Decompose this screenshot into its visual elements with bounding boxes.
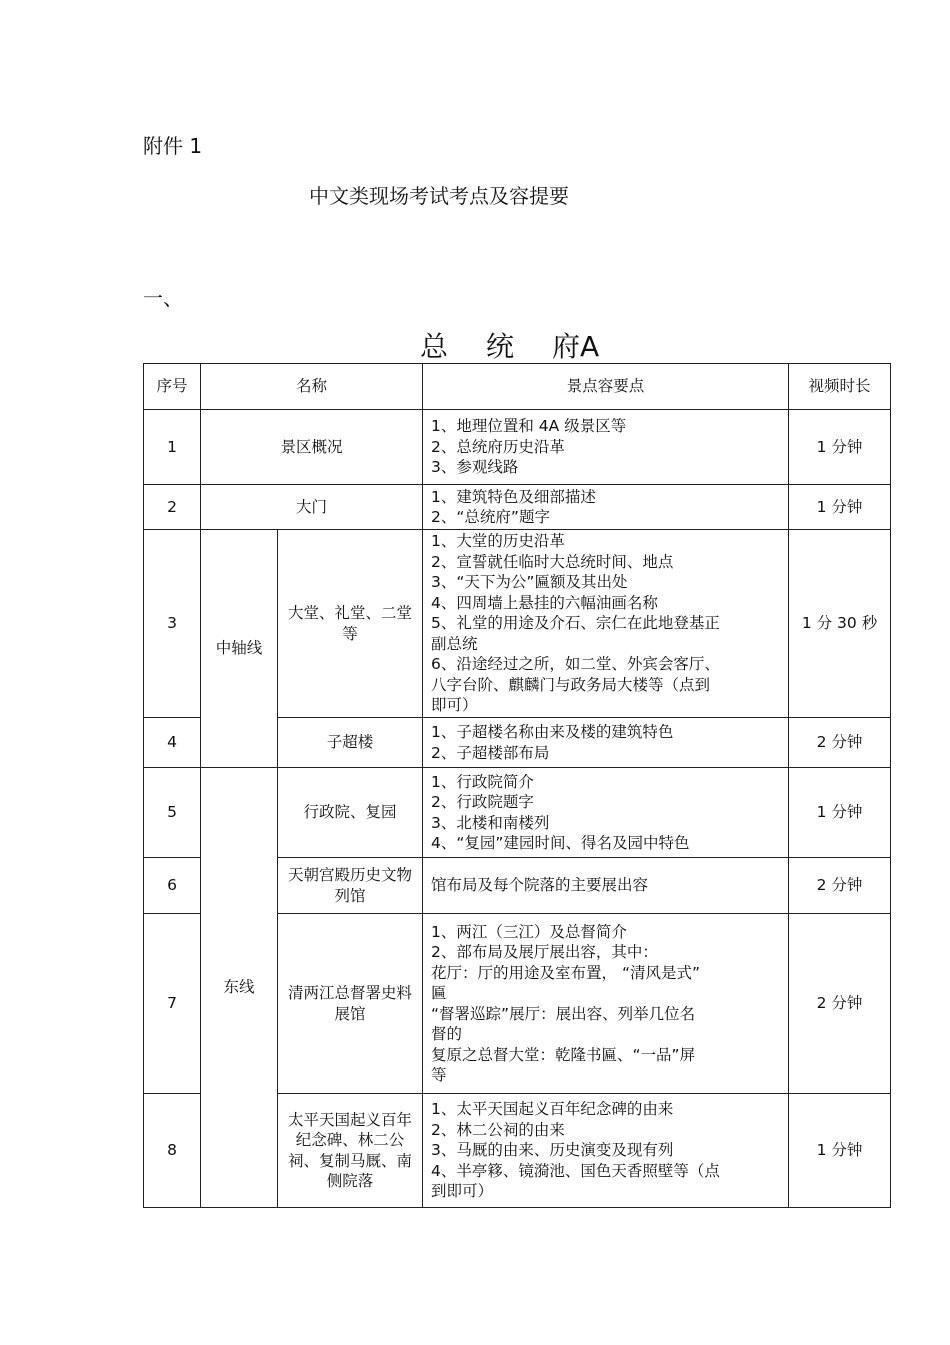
point-line: 3、马厩的由来、历史演变及现有列	[431, 1141, 674, 1160]
point-line: 1、太平天国起义百年纪念碑的由来	[431, 1100, 674, 1119]
row-name: 景区概况	[201, 410, 423, 485]
row-duration: 2 分钟	[789, 858, 891, 914]
point-line: 4、四周墙上悬挂的六幅油画名称	[431, 593, 658, 612]
column-header-duration: 视频时长	[789, 364, 891, 410]
group-central-axis: 中轴线	[201, 530, 278, 768]
group-east-line: 东线	[201, 768, 278, 1208]
point-line: 1、地理位置和 4A 级景区等	[431, 417, 627, 436]
point-line: 督的	[431, 1025, 463, 1043]
row-points	[423, 410, 789, 485]
row-number: 3	[144, 530, 201, 718]
table-title-part: 统	[486, 330, 515, 363]
row-points	[423, 768, 789, 858]
point-line: 八字台阶、麒麟门与政务局大楼等（点到	[431, 675, 711, 694]
row-number: 6	[144, 858, 201, 914]
table-title	[420, 325, 599, 365]
column-header-points: 景点容要点	[423, 364, 789, 410]
row-duration: 2 分钟	[789, 914, 891, 1094]
point-line: 1、两江（三江）及总督简介	[431, 922, 627, 941]
row-name: 天朝宫殿历史文物列馆	[278, 858, 423, 914]
point-line: 1、建筑特色及细部描述	[431, 487, 596, 506]
row-number: 5	[144, 768, 201, 858]
row-points	[423, 914, 789, 1094]
point-line: “督署巡踪”展厅：展出容、列举几位名	[431, 1004, 696, 1023]
point-line: 3、参观线路	[431, 458, 519, 477]
point-line: 4、“复园”建园时间、得名及园中特色	[431, 834, 690, 852]
row-points	[423, 530, 789, 718]
point-line: 3、北楼和南楼列	[431, 813, 550, 832]
point-line: 1、行政院简介	[431, 772, 534, 791]
point-line: 到即可）	[431, 1182, 494, 1201]
row-name: 清两江总督署史料展馆	[278, 914, 423, 1094]
point-line: 4、半亭簃、镜漪池、国色天香照壁等（点	[431, 1161, 720, 1180]
row-duration: 1 分钟	[789, 485, 891, 530]
point-line: 1、子超楼名称由来及楼的建筑特色	[431, 723, 674, 741]
table-title-part: 府A	[552, 330, 600, 363]
attachment-label: 附件 1	[143, 134, 203, 158]
row-number: 8	[144, 1094, 201, 1208]
column-header-number: 序号	[144, 364, 201, 410]
row-name: 子超楼	[278, 718, 423, 768]
point-line: 副总统	[431, 634, 478, 653]
table-title-part: 总	[420, 330, 449, 363]
point-line: 5、礼堂的用途及介石、宗仁在此地登基正	[431, 614, 720, 633]
column-header-name: 名称	[201, 364, 423, 410]
row-number: 7	[144, 914, 201, 1094]
row-name: 大门	[201, 485, 423, 530]
row-number: 1	[144, 410, 201, 485]
point-line: 馆布局及每个院落的主要展出容	[431, 876, 649, 895]
point-line: 2、“总统府”题字	[431, 508, 550, 526]
row-points	[423, 1094, 789, 1208]
point-line: 花厅：厅的用途及室布置， “清风是式”	[431, 963, 701, 982]
point-line: 2、宣誓就任临时大总统时间、地点	[431, 552, 674, 571]
row-name: 大堂、礼堂、二堂等	[278, 530, 423, 718]
row-points	[423, 485, 789, 530]
point-line: 复原之总督大堂：乾隆书匾、“一品”屏	[431, 1045, 696, 1064]
point-line: 2、林二公祠的由来	[431, 1120, 565, 1139]
section-number: 一、	[143, 286, 183, 310]
row-duration: 1 分钟	[789, 768, 891, 858]
point-line: 6、沿途经过之所，如二堂、外宾会客厅、	[431, 655, 720, 674]
row-duration: 1 分钟	[789, 410, 891, 485]
row-name: 行政院、复园	[278, 768, 423, 858]
row-number: 4	[144, 718, 201, 768]
row-number: 2	[144, 485, 201, 530]
point-line: 2、行政院题字	[431, 793, 534, 811]
point-line: 2、总统府历史沿革	[431, 437, 565, 456]
point-line: 即可）	[431, 696, 478, 715]
point-line: 1、大堂的历史沿革	[431, 532, 565, 551]
document-title: 中文类现场考试考点及容提要	[309, 184, 569, 208]
point-line: 匾	[431, 984, 447, 1002]
point-line: 2、部布局及展厅展出容，其中：	[431, 943, 658, 961]
table-row	[144, 768, 891, 858]
scenic-spots-table	[143, 363, 891, 1208]
point-line: 2、子超楼部布局	[431, 743, 550, 762]
row-duration: 2 分钟	[789, 718, 891, 768]
point-line: 等	[431, 1066, 447, 1084]
point-line: 3、“天下为公”匾额及其出处	[431, 573, 628, 592]
row-points	[423, 718, 789, 768]
row-duration: 1 分 30 秒	[789, 530, 891, 718]
row-name: 太平天国起义百年纪念碑、林二公祠、复制马厩、南侧院落	[278, 1094, 423, 1208]
row-duration: 1 分钟	[789, 1094, 891, 1208]
table-row	[144, 530, 891, 718]
table-row	[144, 410, 891, 485]
row-points	[423, 858, 789, 914]
table-header-row	[144, 364, 891, 410]
table-row	[144, 485, 891, 530]
